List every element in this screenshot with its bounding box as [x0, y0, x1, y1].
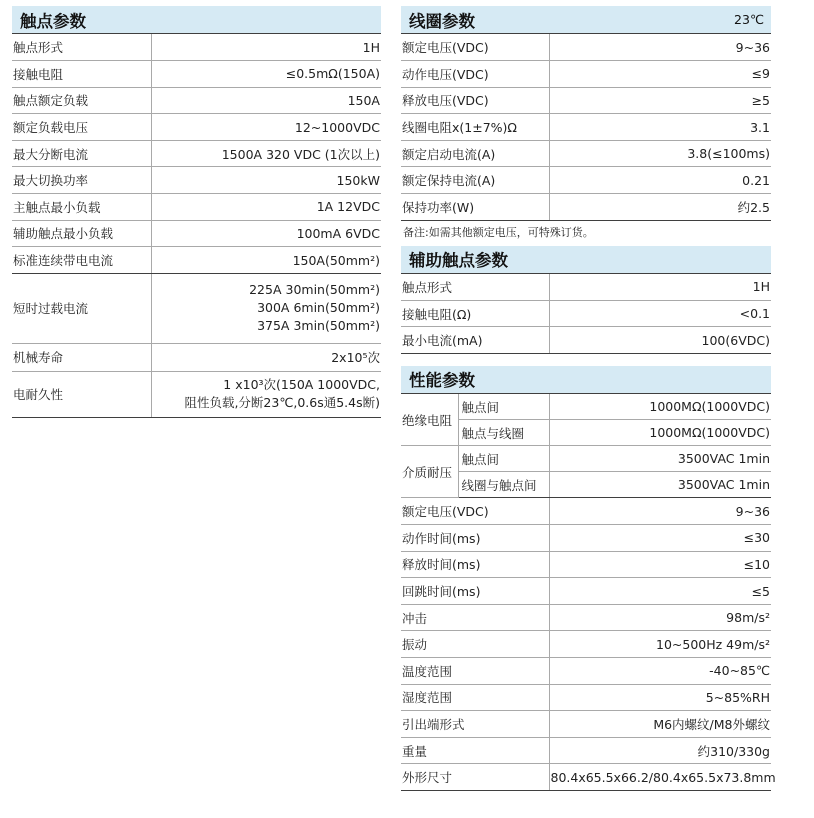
row-label: 重量	[401, 737, 549, 764]
table-row	[401, 194, 771, 221]
row-label: 释放电压(VDC)	[401, 87, 549, 114]
value-line: 225A 30min(50mm²)	[249, 282, 380, 298]
value-line: 阻性负载,分断23℃,0.6s通5.4s断)	[184, 395, 380, 411]
row-label: 辅助触点最小负载	[12, 220, 151, 247]
row-label: 触点形式	[401, 274, 549, 301]
row-label: 接触电阻(Ω)	[401, 300, 549, 327]
table-row	[401, 551, 771, 578]
row-value: 150A	[151, 87, 381, 114]
table-row	[12, 140, 381, 167]
row-label: 额定负载电压	[12, 114, 151, 141]
table-row	[12, 167, 381, 194]
row-label: 冲击	[401, 604, 549, 631]
value-line: 300A 6min(50mm²)	[257, 300, 380, 316]
row-value: ≥5	[549, 87, 771, 114]
row-value: ≤9	[549, 61, 771, 88]
table-row	[12, 273, 381, 343]
table-row	[401, 274, 771, 301]
row-value: M6内螺纹/M8外螺纹	[549, 711, 771, 738]
table-row	[12, 61, 381, 88]
right-column	[401, 6, 776, 791]
row-value: 1H	[151, 34, 381, 61]
row-label: 最大切换功率	[12, 167, 151, 194]
row-label: 标准连续带电电流	[12, 247, 151, 274]
table-row	[401, 114, 771, 141]
table-row	[401, 140, 771, 167]
row-label: 额定电压(VDC)	[401, 34, 549, 61]
row-value: -40~85℃	[549, 658, 771, 685]
table-row	[401, 631, 771, 658]
contact-table	[12, 34, 381, 418]
table-row	[12, 371, 381, 417]
row-label: 最大分断电流	[12, 140, 151, 167]
row-sublabel: 触点间	[458, 446, 549, 472]
row-value: 10~500Hz 49m/s²	[549, 631, 771, 658]
contact-section-title: 触点参数	[20, 11, 86, 31]
row-sublabel: 触点与线圈	[458, 420, 549, 446]
coil-section-title: 线圈参数	[409, 11, 475, 31]
row-value: 80.4x65.5x66.2/80.4x65.5x73.8mm	[549, 764, 771, 791]
coil-temperature: 23℃	[734, 12, 764, 27]
table-row	[401, 498, 771, 525]
row-value: 12~1000VDC	[151, 114, 381, 141]
row-value: 100(6VDC)	[549, 327, 771, 354]
row-value: 3500VAC 1min	[549, 472, 771, 498]
coil-table	[401, 34, 771, 221]
table-row	[12, 220, 381, 247]
table-row	[12, 247, 381, 274]
table-row	[401, 327, 771, 354]
row-label: 额定保持电流(A)	[401, 167, 549, 194]
row-value: 0.21	[549, 167, 771, 194]
coil-section-header	[401, 6, 771, 34]
row-value: 1000MΩ(1000VDC)	[549, 394, 771, 420]
table-row	[401, 578, 771, 605]
row-value: 100mA 6VDC	[151, 220, 381, 247]
table-row	[401, 658, 771, 685]
row-value: 5~85%RH	[549, 684, 771, 711]
row-value: ≤30	[549, 525, 771, 552]
row-label: 动作时间(ms)	[401, 525, 549, 552]
table-row	[401, 604, 771, 631]
row-label: 振动	[401, 631, 549, 658]
row-value: <0.1	[549, 300, 771, 327]
row-label: 短时过载电流	[12, 273, 151, 343]
row-value: ≤0.5mΩ(150A)	[151, 61, 381, 88]
row-value: 9~36	[549, 498, 771, 525]
value-line: 375A 3min(50mm²)	[257, 318, 380, 334]
row-value: 9~36	[549, 34, 771, 61]
table-row	[12, 34, 381, 61]
row-value: 98m/s²	[549, 604, 771, 631]
row-label: 额定电压(VDC)	[401, 498, 549, 525]
row-value: ≤10	[549, 551, 771, 578]
row-label: 介质耐压	[401, 446, 458, 498]
row-value: 1A 12VDC	[151, 194, 381, 221]
row-value: 1000MΩ(1000VDC)	[549, 420, 771, 446]
row-label: 引出端形式	[401, 711, 549, 738]
table-row	[401, 525, 771, 552]
perf-table	[401, 394, 776, 791]
row-label: 触点额定负载	[12, 87, 151, 114]
row-value: 150A(50mm²)	[151, 247, 381, 274]
row-label: 最小电流(mA)	[401, 327, 549, 354]
row-label: 机械寿命	[12, 343, 151, 371]
row-label: 回跳时间(ms)	[401, 578, 549, 605]
table-row	[401, 167, 771, 194]
table-row	[401, 684, 771, 711]
table-row	[12, 114, 381, 141]
row-value: 约310/330g	[549, 737, 771, 764]
row-value: 2x10⁵次	[151, 343, 381, 371]
table-row	[401, 737, 771, 764]
row-label: 触点形式	[12, 34, 151, 61]
contact-section-header	[12, 6, 381, 34]
row-label: 接触电阻	[12, 61, 151, 88]
row-value: ≤5	[549, 578, 771, 605]
row-sublabel: 线圈与触点间	[458, 472, 549, 498]
row-value: 150kW	[151, 167, 381, 194]
perf-section-header	[401, 366, 771, 394]
aux-table	[401, 274, 771, 354]
table-row	[12, 343, 381, 371]
row-label: 主触点最小负载	[12, 194, 151, 221]
left-column	[12, 6, 381, 418]
row-value: 约2.5	[549, 194, 771, 221]
row-value: 3.1	[549, 114, 771, 141]
aux-section-header	[401, 246, 771, 274]
table-row	[401, 61, 771, 88]
row-value: 1H	[549, 274, 771, 301]
table-row	[12, 87, 381, 114]
row-label: 绝缘电阻	[401, 394, 458, 446]
row-value: 3500VAC 1min	[549, 446, 771, 472]
row-value-multiline	[151, 273, 381, 343]
row-label: 湿度范围	[401, 684, 549, 711]
table-row	[401, 34, 771, 61]
table-row	[401, 300, 771, 327]
row-label: 保持功率(W)	[401, 194, 549, 221]
row-sublabel: 触点间	[458, 394, 549, 420]
table-row	[401, 764, 771, 791]
row-label: 电耐久性	[12, 371, 151, 417]
table-row	[12, 194, 381, 221]
coil-note: 备注:如需其他额定电压，可特殊订货。	[403, 225, 594, 239]
row-value-multiline	[151, 371, 381, 417]
table-row	[401, 394, 771, 420]
table-row	[401, 446, 771, 472]
aux-section-title: 辅助触点参数	[409, 251, 508, 271]
row-label: 额定启动电流(A)	[401, 140, 549, 167]
row-value: 1500A 320 VDC (1次以上)	[151, 140, 381, 167]
value-line: 1 x10³次(150A 1000VDC,	[223, 377, 380, 393]
row-label: 动作电压(VDC)	[401, 61, 549, 88]
table-row	[401, 711, 771, 738]
row-label: 温度范围	[401, 658, 549, 685]
perf-section-title: 性能参数	[409, 371, 475, 391]
row-label: 外形尺寸	[401, 764, 549, 791]
row-value: 3.8(≤100ms)	[549, 140, 771, 167]
row-label: 线圈电阻x(1±7%)Ω	[401, 114, 549, 141]
table-row	[401, 87, 771, 114]
row-label: 释放时间(ms)	[401, 551, 549, 578]
